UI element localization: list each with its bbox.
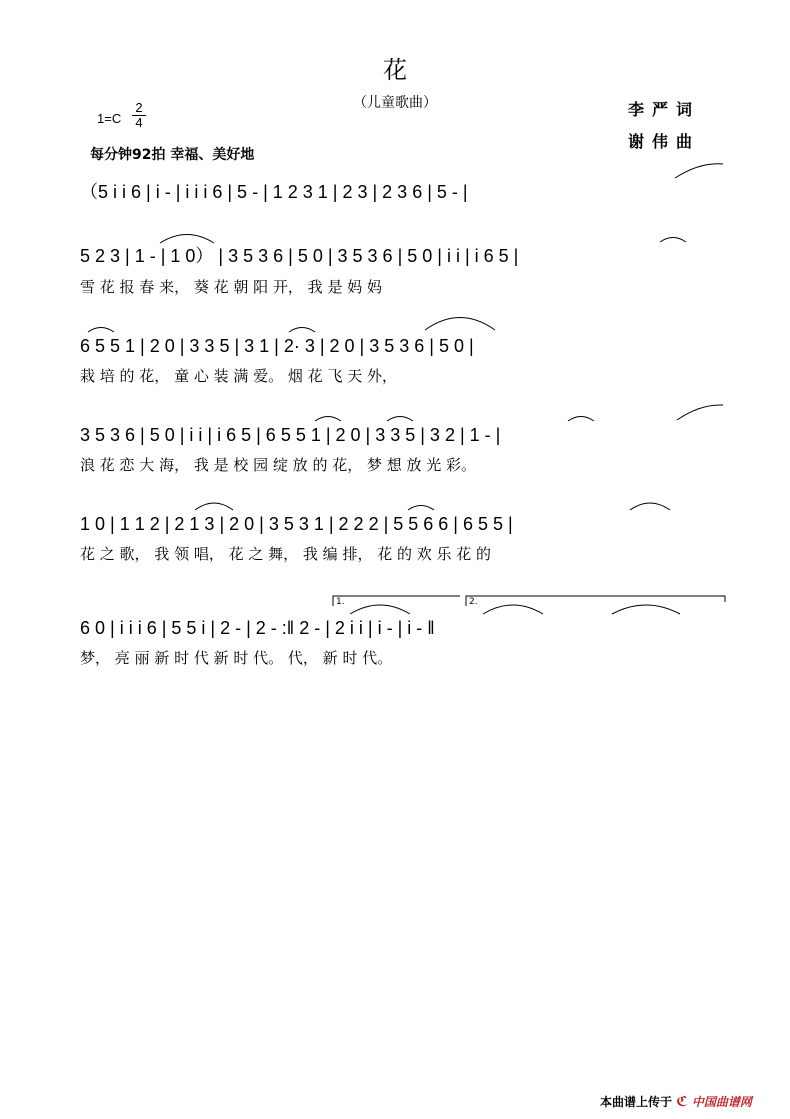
lyrics-line: 花 之 歌， 我 领 唱， 花 之 舞， 我 编 排， 花 的 欢 乐 花 的 — [80, 545, 492, 563]
lyrics-line: 栽 培 的 花， 童 心 装 满 爱。 烟 花 飞 天 外， — [80, 367, 397, 385]
time-signature-top: 2 — [132, 101, 146, 116]
site-logo-icon: ℭ — [676, 1094, 688, 1110]
lyrics-line: 梦， 亮 丽 新 时 代 新 时 代。 代， 新 时 代。 — [80, 649, 393, 667]
notation-line: 3 5 3 6 | 5 0 | i i | i 6 5 | 6 5 5 1 | 2 0 | 3 3 5 | 3 2 | 1 - | — [80, 425, 501, 445]
notation-line: 1 0 | 1 1 2 | 2 1 3 | 2 0 | 3 5 3 1 | 2 2 2 | 5 5 6 6 | 6 5 5 | — [80, 514, 513, 534]
notation-line: 5 2 3 | 1 - | 1 0） | 3 5 3 6 | 5 0 | 3 5 3 6 | 5 0 | i i | i 6 5 | — [80, 246, 519, 266]
time-signature-bottom: 4 — [135, 115, 143, 130]
site-name: 中国曲谱网 — [691, 1095, 752, 1109]
composer-credit: 谢伟曲 — [628, 132, 701, 151]
song-title: 花 — [383, 56, 407, 84]
lyrics-line: 雪 花 报 春 来， 葵 花 朝 阳 开， 我 是 妈 妈 — [80, 278, 382, 296]
lyricist-credit: 李严词 — [628, 100, 701, 119]
song-subtitle: （儿童歌曲） — [353, 95, 437, 111]
notation-line: 6 0 | i i i 6 | 5 5 i | 2 - | 2 - :‖ 2 - | 2 i i | i - | i - ‖ — [80, 618, 435, 638]
notation-line: 6 5 5 1 | 2 0 | 3 3 5 | 3 1 | 2· 3 | 2 0 | 3 5 3 6 | 5 0 | — [80, 336, 474, 356]
volta-second-label: 2. — [469, 597, 478, 607]
footer-credit — [600, 1093, 752, 1110]
lyrics-line: 浪 花 恋 大 海， 我 是 校 园 绽 放 的 花， 梦 想 放 光 彩。 — [80, 456, 477, 474]
notation-line: （5 i i 6 | i - | i i i 6 | 5 - | 1 2 3 1 | 2 3 | 2 3 6 | 5 - | — [80, 182, 468, 202]
volta-first-label: 1. — [336, 597, 345, 607]
tempo-marking: 每分钟92拍 幸福、美好地 — [90, 147, 255, 163]
footer-uploaded-text: 本曲谱上传于 — [600, 1095, 673, 1109]
key-signature: 1=C — [97, 111, 122, 126]
